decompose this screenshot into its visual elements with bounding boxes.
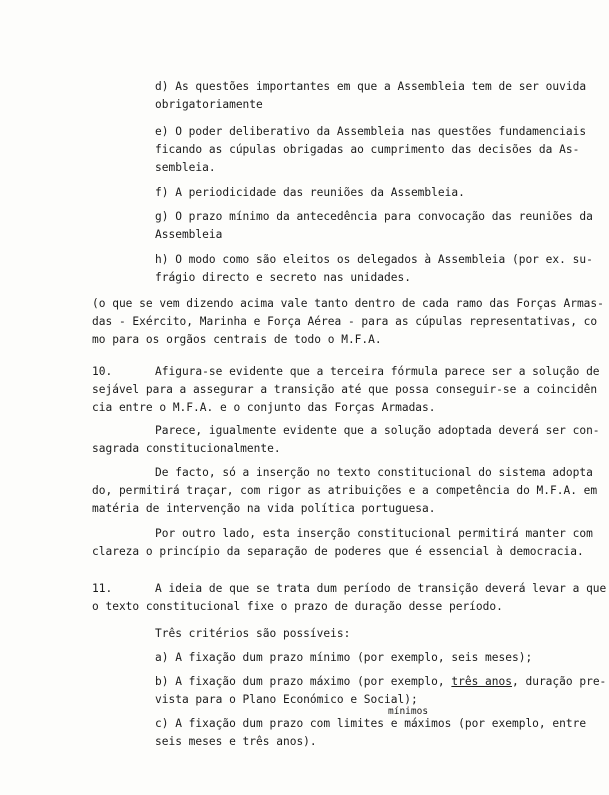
section-10-p2-line-1: Parece, igualmente evidente que a solução adoptada deverá ser con- xyxy=(155,424,600,437)
criterion-c-line-2: seis meses e três anos). xyxy=(155,735,317,748)
criterion-b-text-2: , duração pre- xyxy=(512,675,607,688)
item-e-line-1: e) O poder deliberativo da Assembleia nas questões fundamenciais xyxy=(155,125,587,138)
item-d-line-1: d) As questões importantes em que a Assembleia tem de ser ouvida xyxy=(155,80,587,93)
section-10-p1-line-3: cia entre o M.F.A. e o conjunto das Forças Armadas. xyxy=(92,401,436,414)
section-10-p3-line-1: De facto, só a inserção no texto constitucional do sistema adopta xyxy=(155,466,593,479)
note-line-2: das - Exército, Marinha e Força Aérea - para as cúpulas representativas, co xyxy=(92,315,598,328)
criterion-b-line-1 xyxy=(155,675,606,689)
criteria-intro: Três critérios são possíveis: xyxy=(155,627,351,640)
item-f-line-1: f) A periodicidade das reuniões da Assembleia. xyxy=(155,186,465,199)
section-10-p4-line-1: Por outro lado, esta inserção constitucional permitirá manter com xyxy=(155,527,593,540)
item-h-line-2: frágio directo e secreto nas unidades. xyxy=(155,271,411,284)
criterion-b-underlined: três anos xyxy=(451,675,512,688)
section-10-p1-line-2: sejável para a assegurar a transição até que possa conseguir-se a coincidên xyxy=(92,383,598,396)
section-10-number: 10. xyxy=(92,365,113,378)
section-10-p3-line-3: matéria de intervenção na vida política portuguesa. xyxy=(92,502,436,515)
item-d-line-2: obrigatoriamente xyxy=(155,98,263,111)
item-h-line-1: h) O modo como são eleitos os delegados à Assembleia (por ex. su- xyxy=(155,253,593,266)
section-10-p2-line-2: sagrada constitucionalmente. xyxy=(92,442,281,455)
criterion-c-line-1: c) A fixação dum prazo com limites e máximos (por exemplo, entre xyxy=(155,717,587,730)
section-11-p1-line-2: o texto constitucional fixe o prazo de duração desse período. xyxy=(92,600,503,613)
section-10-p1-line-1: Afigura-se evidente que a terceira fórmula parece ser a solução de xyxy=(155,365,600,378)
note-line-1: (o que se vem dizendo acima vale tanto dentro de cada ramo das Forças Armas- xyxy=(92,297,604,310)
criterion-a: a) A fixação dum prazo mínimo (por exemplo, seis meses); xyxy=(155,651,533,664)
criterion-b-text-1: b) A fixação dum prazo máximo (por exemplo, xyxy=(155,675,452,688)
item-g-line-2: Assembleia xyxy=(155,228,223,241)
section-11-number: 11. xyxy=(92,582,113,595)
section-10-p3-line-2: do, permitirá traçar, com rigor as atribuições e a competência do M.F.A. em xyxy=(92,484,598,497)
item-g-line-1: g) O prazo mínimo da antecedência para convocação das reuniões da xyxy=(155,210,593,223)
item-e-line-3: sembleia. xyxy=(155,161,216,174)
section-11-p1-line-1: A ideia de que se trata dum período de transição deverá levar a que xyxy=(155,582,607,595)
handwritten-insertion: mínimos xyxy=(388,706,429,717)
note-line-3: mo para os orgãos centrais de todo o M.F.A. xyxy=(92,333,382,346)
item-e-line-2: ficando as cúpulas obrigadas ao cumprimento das decisões da As- xyxy=(155,143,580,156)
criterion-b-line-2: vista para o Plano Económico e Social); xyxy=(155,693,418,706)
section-10-p4-line-2: clareza o princípio da separação de poderes que é essencial à democracia. xyxy=(92,545,584,558)
